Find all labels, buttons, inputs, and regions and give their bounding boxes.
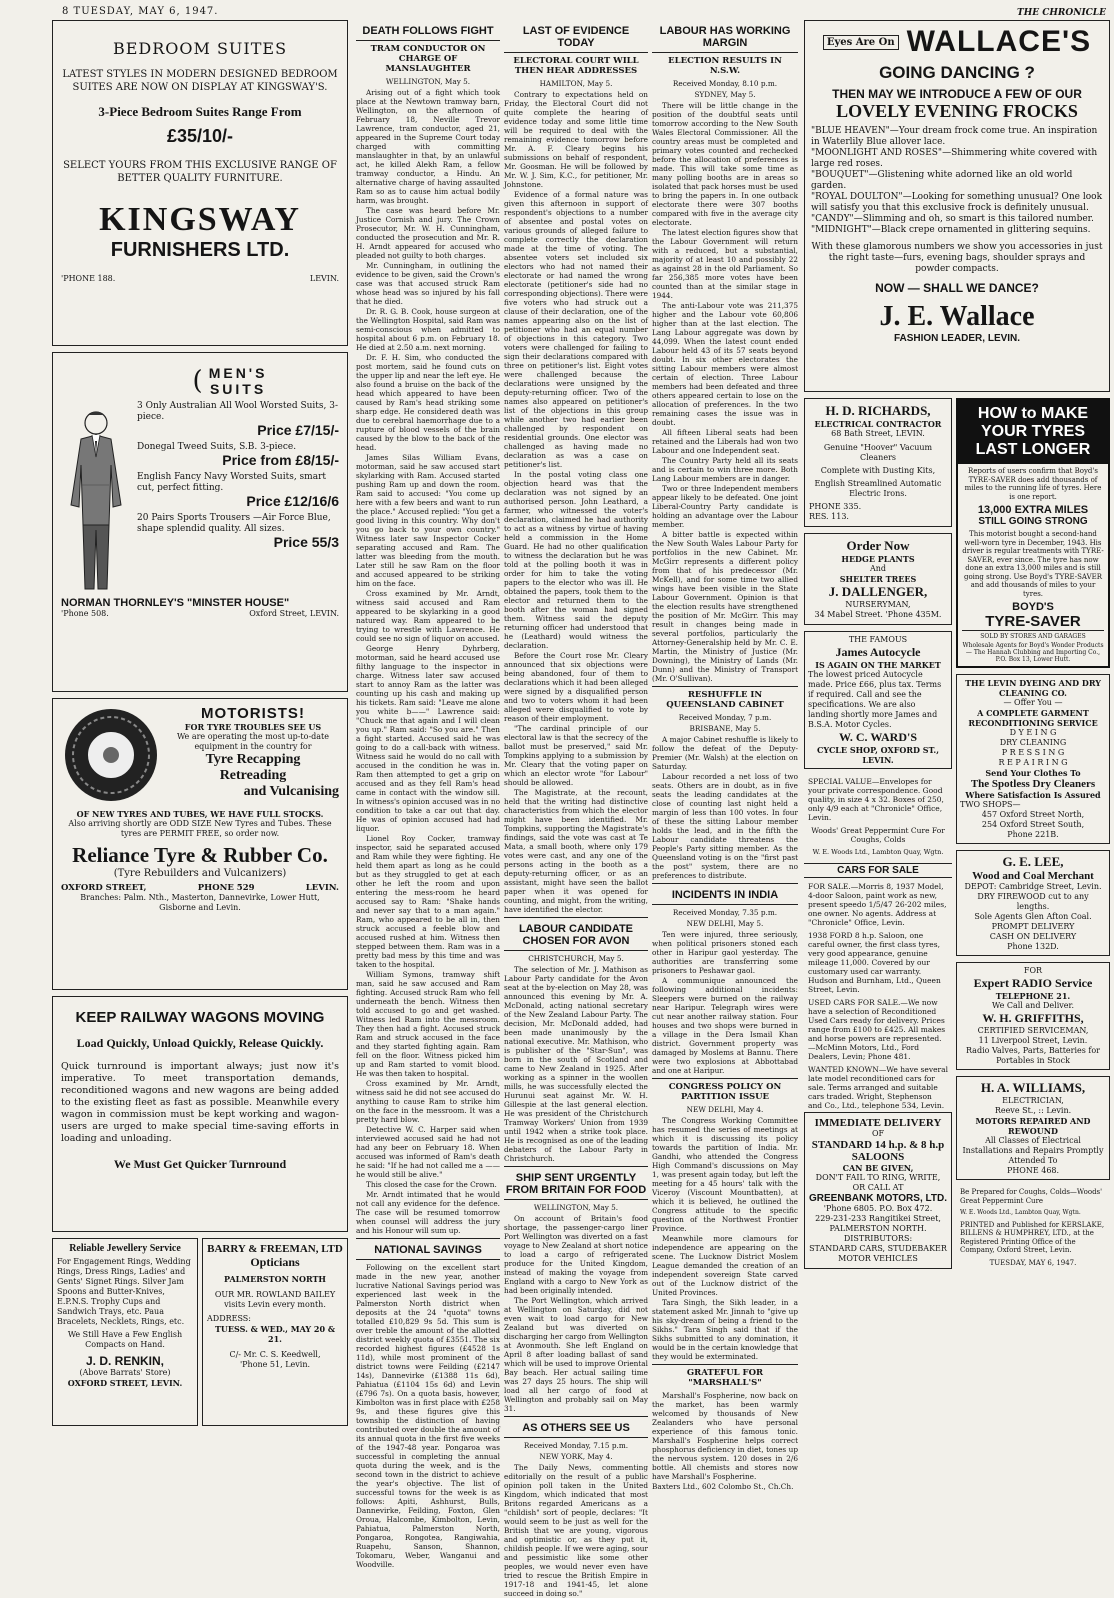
- suit-price-4: Price 55/3: [273, 534, 339, 550]
- williams-classes: All Classes of Electrical Installations and Repairs Promptly Attended To: [962, 1136, 1104, 1165]
- death-paragraph: Cross examined by Mr. Arndt, witness said accused and Ram appeared to be skylarking in a good natured way. Ram appeared to be trying to wrestle with Lawrence. He could see no sign of liquor on accused.: [356, 589, 500, 643]
- death-paragraph: Mr. Arndt intimated that he would not call any evidence for the defence. The case will be resumed tomorrow when counsel will address the jury and his Honour will sum up.: [356, 1190, 500, 1235]
- going-dancing: GOING DANCING ?: [879, 63, 1035, 82]
- queensland-title: RESHUFFLE IN QUEENSLAND CABINET: [666, 690, 784, 710]
- savings-title: NATIONAL SAVINGS: [374, 1244, 482, 1256]
- ad-griffiths-radio: [956, 962, 1110, 1070]
- dyeing-l4: R E P A I R I N G: [998, 758, 1068, 767]
- suit-item-4: 20 Pairs Sports Trousers —Air Force Blue, shape splendid quality. All sizes.: [137, 513, 331, 534]
- evidence-paragraph: "The cardinal principle of our electoral law is that the secrecy of the ballot must be preserved," said Mr. Tompkins applying to a submission by Mr. Cleary that the voting paper on which an elector wrote "for Labour" should be allowed.: [504, 724, 648, 787]
- minster-house-brand: NORMAN THORNLEY'S "MINSTER HOUSE": [61, 597, 290, 609]
- optician-body: OUR MR. ROWLAND BAILEY visits Levin every month.: [214, 1290, 336, 1309]
- cough-notice-2: Be Prepared for Coughs, Colds—Woods' Great Peppermint Cure: [960, 1188, 1103, 1205]
- richards-kits: Complete with Dusting Kits,: [820, 466, 936, 475]
- bedroom-range: 3-Piece Bedroom Suites Range From: [98, 104, 302, 119]
- shall-we-dance: NOW — SHALL WE DANCE?: [875, 281, 1039, 295]
- classified-ford: 1938 FORD 8 h.p. Saloon, one careful owner, the first class tyres, very good appearance, genuine mileage 11,000. Covered by our customary used car warranty. Hudson and Burnham, Ltd., Queen Street, Levin.: [808, 931, 941, 994]
- optician-care-of: C/- Mr. C. S. Keedwell,: [229, 1350, 321, 1359]
- ship-paragraph: On account of Britain's food shortage, the passenger-cargo liner Port Wellington was diverted on a fast voyage to New Zealand at short notice to load a cargo of refrigerated produce for the United Kingdom, instead of making the voyage from England with a cargo to New York as had been originally intended.: [504, 1214, 648, 1295]
- griffiths-parts: Radio Valves, Parts, Batteries for Portables in Stock: [965, 1046, 1101, 1065]
- tyresaver-brand: BOYD'S: [1012, 601, 1054, 613]
- labour-dateline: SYDNEY, May 5.: [694, 90, 756, 99]
- optician-title: BARRY & FREEMAN, LTD: [207, 1243, 343, 1255]
- railway-tail: We Must Get Quicker Turnround: [113, 1157, 287, 1171]
- wallace-tag: FASHION LEADER, LEVIN.: [893, 333, 1021, 344]
- greenbank-dist: DISTRIBUTORS:: [843, 1234, 913, 1243]
- labour-sub: ELECTION RESULTS IN N.S.W.: [668, 56, 782, 76]
- suit-item-2: Donegal Tweed Suits, S.B. 3-piece.: [137, 442, 297, 452]
- man-in-suit-illustration: [61, 405, 131, 595]
- ship-paragraph: The Port Wellington, which arrived at Wellington on Saturday, did not even wait to load cargo for New Zealand but was diverted on discharging her cargo from Wellington at Avonmouth. She left England on April 8 after loading ballast of sand which will be used to improve Oriental Bay beach. Her actual sailing time was 27 days 25 hours. The ship will load all her cargo of food at Wellington and probably sail on May 31.: [504, 1296, 648, 1413]
- greenbank-dist2: STANDARD CARS, STUDEBAKER MOTOR VEHICLES: [809, 1244, 947, 1263]
- wallace-accessories: With these glamorous numbers we show you accessories in just the right taste—furs, evening bags, shoulder sprays and powder compacts.: [811, 242, 1103, 274]
- classified-wanted: WANTED KNOWN—We have several late model reconditioned cars for sale. Terms arranged and suitable cars traded. Wright, Stephenson and Co., Ltd., telephone 534, Levin.: [808, 1065, 948, 1110]
- suits-title: MEN'S: [208, 365, 268, 381]
- page-header-date: 8 TUESDAY, MAY 6, 1947.: [62, 6, 219, 17]
- tyre-troubles: FOR TYRE TROUBLES SEE US: [184, 722, 322, 732]
- tyresaver-intro: Reports of users confirm that Boyd's TYRE-SAVER does add thousands of miles to the running life of tyres. Here is one report.: [964, 467, 1102, 501]
- others-dateline: NEW YORK, May 4.: [539, 1452, 613, 1461]
- kingsway-brand-sub: FURNISHERS LTD.: [110, 239, 290, 261]
- ad-hd-richards: [804, 398, 952, 527]
- dallenger-address: 34 Mabel Street. 'Phone 435M.: [814, 610, 942, 619]
- column-right-ads: [804, 20, 1110, 1430]
- ad-greenbank-motors: [804, 1112, 952, 1269]
- jewel-body: For Engagement Rings, Wedding Rings, Dress Rings, Ladies' and Gents' Signet Rings. Silver Jam Spoons and Butter-Knives, E.P.N.S. Trophy Cups and Sandwich Trays, etc. Paua Bracelets, Necklets, Rings, etc.: [57, 1257, 191, 1326]
- ward-name: W. C. WARD'S: [838, 730, 918, 744]
- dyeing-service: A COMPLETE GARMENT RECONDITIONING SERVICE: [968, 708, 1098, 728]
- griffiths-name: W. H. GRIFFITHS,: [982, 1011, 1084, 1025]
- greenbank-address: 229-231-233 Rangitikei Street, PALMERSTON NORTH.: [815, 1214, 941, 1233]
- lee-dry: DRY FIREWOOD cut to any lengths.: [977, 892, 1089, 911]
- tyre-retreading: Retreading: [219, 768, 287, 783]
- frock-candy: "CANDY"—Slimming and oh, so smart is this tailored number.: [811, 214, 1094, 224]
- richards-name: H. D. RICHARDS,: [825, 403, 931, 418]
- labour-paragraph: The anti-Labour vote was 211,375 higher and the Labour vote 60,806 higher than at the last election. The Lang Labour aggregate was down by 44,099. When the latest count ended Labour held 43 of its 57 seats beyond doubt. In six other electorates the sitting Labour members were almost certain of election. Three Labour members had been defeated and three others appeared certain to lose on the allocation of preferences. In the two remaining cases the issue was in doubt.: [652, 301, 798, 427]
- suit-price-1: Price £7/15/-: [257, 422, 339, 438]
- greenbank-of: OF: [871, 1129, 885, 1138]
- death-paragraph: William Symons, tramway shift man, said he saw accused and Ram fighting. Accused struck Ram who fell underneath the bench. Witness then told accused to go and get washed. Witness led Ram into the messroom. They then had a fight. Accused struck Ram and struck accused in the face and they started fighting again. Ram fell on the floor. Witness picked him up and Ram started to vomit blood. He was then taken to hospital.: [356, 970, 500, 1078]
- greenbank-standard: STANDARD 14 h.p. & 8 h.p SALOONS: [811, 1139, 945, 1163]
- dallenger-hedge: HEDGE PLANTS: [841, 554, 915, 564]
- labour-title: LABOUR HAS WORKING MARGIN: [659, 25, 791, 49]
- bracket-decoration: (: [192, 366, 203, 396]
- ship-title: SHIP SENT URGENTLY FROM BRITAIN FOR FOOD: [505, 1172, 647, 1196]
- dyeing-offer: — Offer You —: [1003, 698, 1063, 707]
- avon-title: LABOUR CANDIDATE CHOSEN FOR AVON: [518, 923, 634, 947]
- richards-phone: PHONE 335.: [809, 502, 862, 511]
- marshall-paragraph: Marshall's Fospherine, now back on the market, has been warmly welcomed by thousands of New Zealanders who have personal experience of this famous tonic. Marshall's Fospherine helps correct phosphorus deficiency in diet, tones up the nervous system. 120 doses in 2/6 bottle. All chemists and stores now have Marshall's Fospherine.: [652, 1391, 798, 1481]
- lee-cash: CASH ON DELIVERY: [989, 932, 1077, 941]
- lee-depot: DEPOT: Cambridge Street, Levin.: [964, 882, 1102, 891]
- renkin-address: OXFORD STREET, LEVIN.: [67, 1378, 183, 1388]
- optician-address-label: ADDRESS:: [207, 1314, 251, 1323]
- classified-morris: FOR SALE.—Morris 8, 1937 Model, 4-door Saloon, paint work as new, present speedo 1/5/47 26-202 miles, one owner. No agents. Address at "Chronicle" Office, Levin.: [808, 882, 947, 927]
- reliance-sub: (Tyre Rebuilders and Vulcanizers): [113, 868, 287, 879]
- queensland-paragraph: Labour recorded a net loss of two seats. Others are in doubt, as in five seats the leading candidates at the close of counting last night held a margin of less than 100 votes. In four of these the sitting Labour member holds the lead, and in the fifth the Labour candidate threatens the People's Party sitting member. As the Queensland voting is on the "first past the post" system, there are no preferences to distribute.: [652, 772, 798, 880]
- congress-title: CONGRESS POLICY ON PARTITION ISSUE: [668, 1082, 782, 1102]
- dyeing-l1: D Y E I N G: [1009, 728, 1057, 737]
- ad-levin-dyeing: [956, 674, 1110, 844]
- india-title: INCIDENTS IN INDIA: [671, 889, 779, 901]
- labour-paragraph: All fifteen Liberal seats had been retained and the Liberals had won two Labour and one Independent seat.: [652, 428, 798, 455]
- labour-paragraph: The Country Party held all its seats and is certain to win three more. Both Lang Labour members are in danger.: [652, 456, 798, 483]
- ward-address: CYCLE SHOP, OXFORD ST., LEVIN.: [817, 745, 939, 765]
- spotless-guarantee: Where Satisfaction Is Assured: [965, 790, 1101, 800]
- spotless-phone: Phone 221B.: [1007, 830, 1059, 839]
- dallenger-trade: NURSERYMAN,: [845, 600, 911, 609]
- death-paragraph: This closed the case for the Crown.: [366, 1180, 497, 1189]
- death-paragraph: Dr. F. H. Sim, who conducted the post mortem, said he found cuts on the upper lip and near the left eye. He also found a bruise on the back of the head which appeared to have been caused by Ram's head striking some sharp edge. He considered death was due to cerebral haemorrhage due to a rupture of blood vessels of the brain caused by the blow to the back of the head.: [356, 353, 500, 452]
- evidence-paragraph: In the postal voting class one objection heard was that the declaration was not signed by an authorised person. John Leathard, a farmer, who witnessed the voter's declaration, claimed he had authority to act as a witness by virtue of having held a commission in the Home Guard. He had no other qualification to witness the declaration but he was told at the polling booth it was in order for him to take the voting papers to the elector who was ill. He obtained the papers, took them to the elector and returned them to the booth after the woman had signed them. Witness said the deputy returning officer had understood that he (Leathard) would witness the declaration.: [504, 470, 648, 650]
- dallenger-and: And: [869, 564, 887, 573]
- bedroom-price: £35/10/-: [166, 126, 234, 146]
- masthead-chronicle: THE CHRONICLE: [1017, 8, 1106, 18]
- ship-dateline: WELLINGTON, May 5.: [533, 1203, 619, 1212]
- kingsway-town: LEVIN.: [309, 274, 339, 283]
- queensland-received: Received Monday, 7 p.m.: [678, 713, 772, 722]
- frock-moonlight: "MOONLIGHT AND ROSES"—Shimmering white covered with large red roses.: [811, 148, 1098, 169]
- evidence-paragraph: Before the Court rose Mr. Cleary announced that six objections were being abandoned, four of them to declarations which it had been alleged were signed by a disqualified person and two to voters whom it had been alleged were disqualified to vote by reason of their employment.: [504, 651, 648, 723]
- optician-phone: 'Phone 51, Levin.: [239, 1360, 311, 1369]
- dyeing-l3: P R E S S I N G: [1001, 748, 1065, 757]
- death-paragraph: George Henry Dyhrberg, motorman, said he heard accused use filthy language to the inspector in charge. Witness later saw accused start to annoy Ram as the latter was counting up his cash and making up his tickets. Ram said: "Leave me alone you white b——" Lawrence said: "Chuck me that again and I will clean you up." Ram said: "So you are." Then a fight started. Accused said he was going to do a call-back with witness. Witness said he would do no call with accused in the condition he was in. Ram then attempted to get a grip on accused and as they fell Ram's head came in contact with the window sill. In witness's opinion accused was in no condition to take a car out that day. He was of opinion accused had had liquor.: [356, 644, 500, 833]
- spotless-shop-1: 457 Oxford Street North,: [981, 810, 1085, 819]
- railway-sub: Load Quickly, Unload Quickly, Release Quickly.: [76, 1036, 324, 1050]
- kingsway-brand: KINGSWAY: [99, 201, 301, 238]
- tyre-illustration: [61, 705, 161, 805]
- death-paragraph: James Silas William Evans, motorman, said he saw accused start skylarking with Ram. Accused started pushing Ram up and down the room. Ram said to accused: "You come up here with a few beers and want to run the place." Accused replied: "You get a good living in this country. Why don't you go back to your own country." Witness later saw Inspector Cocker separating accused and Ram. The latter was bleeding from the mouth. Later still he saw Ram on the floor and accused appeared to be striking him on the face.: [356, 453, 500, 588]
- richards-res: RES. 113.: [809, 512, 849, 521]
- india-paragraph: Ten were injured, three seriously, when political prisoners stoned each other in Haripur gaol yesterday. The authorities are transferring some prisoners to Peshawar gaol.: [652, 930, 798, 975]
- spotless-shop-2: 254 Oxford Street South,: [981, 820, 1085, 829]
- bedroom-intro: LATEST STYLES IN MODERN DESIGNED BEDROOM SUITES ARE NOW ON DISPLAY AT KINGSWAY'S.: [62, 69, 338, 93]
- greenbank-given: CAN BE GIVEN,: [842, 1163, 914, 1173]
- renkin-sub: (Above Barrats' Store): [79, 1368, 171, 1377]
- lee-prompt: PROMPT DELIVERY: [991, 922, 1075, 931]
- tyre-recapping: Tyre Recapping: [205, 752, 301, 767]
- cough-cure-maker: W. E. Woods Ltd., Lambton Quay, Wgtn.: [812, 848, 944, 856]
- ad-railway-wagons: [52, 996, 348, 1232]
- queensland-dateline: BRISBANE, May 5.: [689, 724, 761, 733]
- labour-paragraph: A bitter battle is expected within the New South Wales Labour Party for portfolios in the new Cabinet. Mr. McGirr represents a different policy from that of his predecessor (Mr. McKell), and for some time two allied wings have been visible in the State Labour Government. Opinion is that the election results have strengthened the position of Mr. McGirr. This may result in changes being made in several portfolios, particularly the Attorney-Generalship held by Mr. C. E. Martin, the Ministry of Justice (Mr. Downing), the Ministry of Lands (Mr. Dunn) and the Ministry of Transport (Mr. O'Sullivan).: [652, 530, 798, 683]
- radio-telephone: TELEPHONE 21.: [995, 991, 1071, 1001]
- india-received: Received Monday, 7.35 p.m.: [672, 908, 778, 917]
- suit-price-3: Price £12/16/6: [246, 493, 339, 509]
- jewel-compacts: We Still Have a Few English Compacts on Hand.: [67, 1330, 183, 1349]
- tyresaver-h2: YOUR TYRES: [980, 423, 1085, 440]
- radio-call: We Call and Deliver.: [992, 1001, 1074, 1010]
- motorists-title: MOTORISTS!: [201, 705, 305, 722]
- tyresaver-brand2: TYRE-SAVER: [985, 613, 1081, 630]
- reliance-town: LEVIN.: [305, 883, 339, 893]
- lee-trade: Wood and Coal Merchant: [972, 870, 1094, 882]
- congress-paragraph: Tara Singh, the Sikh leader, in a statement asked Mr. Jinnah to "give up his sky-dream of being a friend to the Sikhs." Tara Singh said that if the Sikhs submitted to any domination, it would be in the certain knowledge that they would be exterminated.: [652, 1298, 798, 1361]
- congress-dateline: NEW DELHI, May 4.: [686, 1105, 764, 1114]
- evidence-title: LAST OF EVIDENCE TODAY: [522, 25, 630, 49]
- evidence-paragraph: Evidence of a formal nature was given this afternoon in support of respondent's objections to a number of absentee and postal votes on various grounds of alleged failure to complete correctly the declaration made at the time of voting. The absentee voters set included six electors who had not named their electorate or had named the wrong electorate (petitioner's side had no corresponding objections). There were five voters who had struck out a clause of their declaration, one of the names appearing also on the list of petitioner who had an equal number of objections in this category. Two voters were challenged for failing to sign their declarations compared with three on petitioner's list. Eight votes were challenged because the declarations were unsigned by the deputy-returning officer. Two of the names also appeared on petitioner's list of the objections in this group while another two had earlier been challenged by respondent on residential grounds. One elector was challenged as having made no declaration as was a case on petitioner's list.: [504, 190, 648, 469]
- lee-name: G. E. LEE,: [1002, 854, 1064, 869]
- wallace-brand: J. E. Wallace: [879, 301, 1035, 332]
- tyresaver-big: 13,000 EXTRA MILES: [977, 504, 1089, 516]
- tyre-stocks: OF NEW TYRES AND TUBES, WE HAVE FULL STOCKS.: [76, 809, 324, 819]
- others-received: Received Monday, 7.15 p.m.: [523, 1441, 629, 1450]
- others-title: AS OTHERS SEE US: [522, 1422, 630, 1434]
- radio-title: Expert RADIO Service: [973, 976, 1093, 990]
- dallenger-shelter: SHELTER TREES: [839, 574, 917, 584]
- railway-body: Quick turnround is important always; just now it's imperative. To meet transportation demands, reconditioned wagons and new wagons are being added to the existing fleet as fast as possible. Meanwhile every wagon in commission must be kept working and wagon-users are urged to make special time-saving efforts in loading and unloading.: [61, 1061, 339, 1144]
- minster-address: Oxford Street, LEVIN.: [249, 609, 339, 618]
- reliance-phone: PHONE 529: [197, 883, 255, 893]
- column-1-ads: [52, 20, 348, 1432]
- ad-ge-lee: [956, 850, 1110, 956]
- printers-imprint-date: TUESDAY, MAY 6, 1947.: [989, 1258, 1077, 1267]
- cough-cure-notice: Woods' Great Peppermint Cure For Coughs, Colds: [811, 826, 945, 844]
- tyre-vulcanising: and Vulcanising: [243, 784, 339, 799]
- death-dateline: WELLINGTON, May 5.: [385, 77, 471, 86]
- spotless-brand: The Spotless Dry Cleaners: [970, 778, 1096, 790]
- death-sub: TRAM CONDUCTOR ON CHARGE OF MANSLAUGHTER: [370, 44, 486, 74]
- lee-sole: Sole Agents Glen Afton Coal.: [974, 912, 1092, 921]
- bedroom-select: SELECT YOURS FROM THIS EXCLUSIVE RANGE OF BETTER QUALITY FURNITURE.: [63, 160, 337, 184]
- ward-sub: IS AGAIN ON THE MARKET: [815, 660, 941, 670]
- suits-title-2: SUITS: [209, 381, 267, 397]
- column-4-news: [652, 20, 798, 1491]
- evidence-paragraph: The Magistrate, at the recount, held that the writing had distinctive characteristics from which the elector might have been identified. Mr. Tompkins, supporting the Magistrate's findings, said the vote was cast at Te Mata, a small booth, where only 179 votes were cast, and any one of the persons acting in the booth as a deputy-returning officer, or as an assistant, might have seen the ballot paper when it was opened for counting, and might, from the writing, have identified the elector.: [504, 788, 648, 914]
- right-subcolumn-right: [956, 398, 1110, 1275]
- death-paragraph: Cross examined by Mr. Arndt, witness said he did not see accused do anything to cause Ram to strike him on the face in the messroom. It was a pretty hard blow.: [356, 1079, 500, 1124]
- ad-ha-williams: [956, 1076, 1110, 1180]
- queensland-paragraph: A major Cabinet reshuffle is likely to follow the defeat of the Deputy-Premier (Mr. Walsh) at the election on Saturday.: [652, 735, 798, 771]
- dyeing-send: Send Your Clothes To: [985, 768, 1081, 778]
- avon-dateline: CHRISTCHURCH, May 5.: [528, 954, 624, 963]
- dallenger-name: J. DALLENGER,: [828, 584, 928, 599]
- ad-dallenger: [804, 533, 952, 625]
- eyes-are-on: Eyes Are On: [823, 35, 899, 50]
- suit-price-2: Price from £8/15/-: [222, 452, 339, 468]
- bedroom-title: BEDROOM SUITES: [112, 39, 288, 58]
- labour-received: Received Monday, 8.10 p.m.: [672, 79, 778, 88]
- evidence-dateline: HAMILTON, May 5.: [539, 79, 613, 88]
- tyresaver-body: This motorist bought a second-hand well-worn tyre in December, 1943. His driver is regular treatments with TYRE-SAVER, ever since. The tyre has now done an extra 13,000 miles and is still going strong. Use Boyd's TYRE-SAVER and add thousands of miles to your tyres.: [962, 530, 1104, 598]
- reliance-brand: Reliance Tyre & Rubber Co.: [72, 843, 328, 867]
- spotless-shops: TWO SHOPS—: [960, 800, 1021, 809]
- reliance-address: OXFORD STREET,: [61, 883, 147, 893]
- envelopes-notice: SPECIAL VALUE—Envelopes for your private correspondence. Good quality, in size 4 x 32. Boxes of 250, only 4/9 each at "Chronicle" Office, Levin.: [808, 777, 944, 822]
- ad-reliance-tyre: [52, 698, 348, 990]
- tyresaver-big2: STILL GOING STRONG: [978, 516, 1088, 527]
- tyresaver-sold: SOLD BY STORES AND GARAGES: [962, 630, 1104, 642]
- greenbank-immediate: IMMEDIATE DELIVERY: [814, 1117, 942, 1129]
- ad-bedroom-suites: [52, 20, 348, 346]
- suit-item-1: 3 Only Australian All Wool Worsted Suits, 3-piece.: [137, 401, 339, 422]
- railway-title: KEEP RAILWAY WAGONS MOVING: [75, 1009, 325, 1026]
- richards-trade: ELECTRICAL CONTRACTOR: [814, 419, 942, 429]
- jewel-title: Reliable Jewellery Service: [69, 1243, 181, 1254]
- wallace-then: THEN MAY WE INTRODUCE A FEW OF OUR: [832, 87, 1082, 101]
- richards-irons: English Streamlined Automatic Electric Irons.: [814, 479, 942, 498]
- column-3-news: [504, 20, 648, 1598]
- india-paragraph: A communique announced the following additional incidents: Sleepers were burned on the railway near Haripur. Telegraph wires were cut near another railway station. Four houses and two shops were burned in a village in the Dera Ismail Khan district. Government property was damaged by Moslems at Bannu. There were two explosions at Abbottabad and one at Haripur.: [652, 976, 798, 1075]
- ad-wc-ward: [804, 631, 952, 769]
- williams-phone: PHONE 468.: [1006, 1166, 1060, 1175]
- minster-phone: 'Phone 508.: [61, 609, 109, 618]
- lovely-evening-frocks: LOVELY EVENING FROCKS: [836, 101, 1078, 121]
- death-paragraph: Detective W. C. Harper said when interviewed accused said he had not had any beer on February 18. When accused was informed of Ram's death he said: "If he had not called me a —— he would still be alive.": [356, 1125, 500, 1179]
- richards-hoover: Genuine "Hoover" Vacuum Cleaners: [823, 443, 933, 462]
- frock-royal-doulton: "ROYAL DOULTON"—Looking for something unusual? One look will satisfy you that this exclusive frock is definitely unusual.: [811, 192, 1103, 213]
- congress-paragraph: Meanwhile more clamours for independence are appearing on the scene. The Lucknow District Moslem League demanded the creation of an independent sovereign State carved out of the Lucknow district of the United Provinces.: [652, 1234, 798, 1297]
- richards-address: 68 Bath Street, LEVIN.: [831, 429, 925, 438]
- griffiths-address: 11 Liverpool Street, Levin.: [978, 1036, 1088, 1045]
- classified-used-cars: USED CARS FOR SALE.—We now have a selection of Reconditioned Used Cars ready for delivery. Prices range from £100 to £425. All makes and horse powers are represented.—McMinn Motors, Ltd., Ford Dealers, Levin; Phone 481.: [808, 998, 946, 1061]
- ward-title: James Autocycle: [835, 645, 921, 659]
- tyresaver-h3: LAST LONGER: [975, 441, 1091, 458]
- labour-paragraph: Two or three Independent members appear likely to be defeated. One joint Liberal-Country Party candidate is holding an advantage over the Labour member.: [652, 484, 798, 529]
- tyre-equipment: We are operating the most up-to-date equipment in the country for: [176, 732, 330, 751]
- death-paragraph: Lionel Roy Cocker, tramway inspector, said he separated accused and Ram while they were fighting. He held them apart as long as he could but as they struggled to get at each other he left the room and upon entering the mess-room he heard accused say to Ram: "Shake hands and never say that to a man again." Ram, who appeared to be all in, then struck accused a feeble blow and accused rushed at him. Witness then stepped between them. Ram was in a pretty bad mess by this time and was taken to the hospital.: [356, 834, 500, 969]
- tyre-arriving: Also arriving shortly are ODD SIZE New Tyres and Tubes. These tyres are PERMIT FREE, so order now.: [68, 819, 332, 838]
- savings-paragraph: Following on the excellent start made in the new year, another lucrative National Savings period was experienced last week in the Palmerston North district when deposits at the 24 "quota" towns totalled £10,829 9s 5d. This sum is over treble the amount of the allotted district weekly quota of £3551. The six recorded highest figures (£4528 1s 11d), while most prominent of the district towns were Feilding (£2147 14s), Dannevirke (£1388 11s 6d), Pahiatua (£1104 15s 6d) and Levin (£796 7s). On a quota basis, however, Kimbolton was in first place with £258 9s, and these figures give this township the distinction of having contributed over double the amount of its annual quota in the first five weeks of the 1947-48 year. Pongaroa was successful in completing the annual quota during the week, and is the second town in the district to achieve the year's objective. The list of successful towns for the week is as follows: Apiti, Ashhurst, Bulls, Dannevirke, Feilding, Foxton, Glen Oroua, Halcombe, Kimbolton, Levin, Pahiatua, Palmerston North, Pongaroa, Rongotea, Rangiwahia, Ruapehu, Sanson, Shannon, Tokomaru, Weber, Wanganui and Woodville.: [356, 1263, 500, 1569]
- renkin-brand: J. D. RENKIN,: [85, 1354, 164, 1368]
- ad-renkin-jewellery: [52, 1238, 198, 1426]
- india-dateline: NEW DELHI, May 5.: [686, 919, 764, 928]
- williams-trade: ELECTRICIAN,: [1002, 1096, 1064, 1105]
- suit-item-3: English Fancy Navy Worsted Suits, smart cut, perfect fitting.: [137, 472, 326, 493]
- labour-paragraph: The latest election figures show that the Labour Government will return with a reduced, but a substantial, majority of at least 10 and possibly 22 as against 28 in the old Parliament. So far 256,385 more votes have been counted than at the similar stage in 1944.: [652, 228, 798, 300]
- ad-mens-suits: [52, 352, 348, 692]
- ad-boyds-tyre-saver: [956, 398, 1110, 668]
- ward-body: The lowest priced Autocycle made. Price £66, plus tax. Terms if required. Call and see the specifications. We are also landing shortly more James and B.S.A. Motor Cycles.: [808, 670, 942, 729]
- congress-paragraph: The Congress Working Committee has resumed the series of meetings at which it is discussing its policy towards the partition of India. Mr. Gandhi, who attended the Congress High Command's discussions on May 1, was present again today, but left the meeting for a 45 hours' talk with the Viceroy (Viscount Mountbatten), at which it is believed, he outlined the Congress attitude to the specific question of the Northwest Frontier Province.: [652, 1116, 798, 1233]
- marshall-title: GRATEFUL FOR "MARSHALL'S": [686, 1368, 764, 1388]
- greenbank-phone: 'Phone 6805. P.O. Box 472.: [823, 1204, 933, 1213]
- williams-address: Reeve St., :: Levin.: [994, 1106, 1072, 1115]
- evidence-paragraph: Contrary to expectations held on Friday, the Electoral Court did not quite complete the hearing of evidence today and some little time will be required to deal with the remaining evidence tomorrow before Mr. A. F. Cleary begins his submissions on behalf of respondent, Mr. Goosman. He will be followed by Mr. W. J. Sim, K.C., for petitioner, Mr. Johnstone.: [504, 90, 648, 189]
- death-title: DEATH FOLLOWS FIGHT: [362, 25, 494, 37]
- evidence-sub: ELECTORAL COURT WILL THEN HEAR ADDRESSES: [513, 56, 639, 76]
- death-paragraph: Dr. R. G. B. Cook, house surgeon at the Wellington Hospital, said Ram was semi-conscious when admitted to hospital about 6 p.m. on February 18. He died at 2.50 a.m. next morning.: [356, 307, 500, 352]
- cars-for-sale-heading: CARS FOR SALE: [804, 863, 952, 878]
- optician-sub: Opticians: [250, 1255, 300, 1269]
- frock-midnight: "MIDNIGHT"—Black crepe ornamented in glittering sequins.: [811, 225, 1091, 235]
- others-paragraph: The Daily News, commenting editorially on the result of a public opinion poll taken in the United Kingdom, which indicated that most Britons regarded Americans as a "childish" sort of people, declares: "It would seem to be just as well for the British that we are young, vigorous and optimistic or, as they put it, childish people. If we were aging, sour and pessimistic like some other peoples, we would never even have tried to rescue the British Empire in 1917-18 and 1941-45, let alone succeed in doing so.": [504, 1463, 648, 1598]
- dyeing-title: THE LEVIN DYEING AND DRY CLEANING CO.: [965, 678, 1101, 698]
- williams-name: H. A. WILLIAMS,: [980, 1080, 1086, 1095]
- ward-famous: THE FAMOUS: [848, 635, 908, 644]
- right-subcolumn-left: [804, 398, 952, 1275]
- griffiths-cert: CERTIFIED SERVICEMAN,: [977, 1026, 1089, 1035]
- frock-blue-heaven: "BLUE HEAVEN"—Your dream frock come true. An inspiration in Waterlily Blue allover lace.: [811, 126, 1098, 147]
- dyeing-l2: DRY CLEANING: [999, 738, 1067, 747]
- printers-imprint: PRINTED and Published for KERSLAKE, BILLENS & HUMPHREY, LTD., at the Registered Printing Office of the Company, Oxford Street, Levin.: [960, 1220, 1105, 1254]
- kingsway-phone: 'PHONE 188.: [61, 274, 116, 283]
- greenbank-dont: DON'T FAIL TO RING, WRITE, OR CALL AT: [815, 1173, 941, 1192]
- death-paragraph: Arising out of a fight which took place at the Newtown tramway barn, Wellington, on the afternoon of February 18, Neville Trevor Lawrence, tram conductor, aged 21, appeared in the Supreme Court today charged with committing manslaughter in that, by an unlawful act, he killed Alekh Ram, a fellow tramway conductor, a Hindu. An alternative charge of having assaulted Ram so as to cause him actual bodily harm, was brought.: [356, 88, 500, 205]
- tyresaver-agents: Wholesale Agents for Boyd's Wonder Products — The Hannah Clubbing and Importing Co., P.O. Box 13, Lower Hutt.: [962, 642, 1104, 663]
- column-2-news: [356, 20, 500, 1569]
- frock-bouquet: "BOUQUET"—Glistening white adorned like an old world garden.: [811, 170, 1073, 191]
- death-paragraph: The case was heard before Mr. Justice Cornish and jury. The Crown Prosecutor, Mr. W. H. Cunningham, conducted the prosecution and Mr. R. H. Arndt appeared for accused who pleaded not guilty to both charges.: [356, 206, 500, 260]
- greenbank-brand: GREENBANK MOTORS, LTD.: [809, 1193, 947, 1204]
- optician-dates: TUESS. & WED., MAY 20 & 21.: [214, 1324, 336, 1344]
- ad-barry-freeman: [202, 1238, 348, 1426]
- williams-motors: MOTORS REPAIRED AND REWOUND: [975, 1116, 1091, 1136]
- tyresaver-h1: HOW to MAKE: [977, 405, 1089, 422]
- marshall-distributor: Baxters Ltd., 602 Colombo St., Ch.Ch.: [652, 1482, 794, 1491]
- labour-paragraph: There will be little change in the position of the doubtful seats until tomorrow according to the New South Wales Electoral Commissioner. All the country areas must be completed and primary votes counted and rechecked before the allocation of preferences is made. This will take some time as many polling booths are in areas so isolated that pack horses must be used to bring the papers in. In one outback electorate there were 307 booths compared with five in the average city electorate.: [652, 101, 798, 227]
- wallace-name: WALLACE'S: [906, 25, 1092, 58]
- reliance-branches: Branches: Palm. Nth., Masterton, Dannevirke, Lower Hutt, Gisborne and Levin.: [80, 893, 320, 912]
- radio-for: FOR: [1023, 966, 1043, 975]
- cough-notice-2-maker: W. E. Woods Ltd., Lambton Quay, Wgtn.: [960, 1209, 1081, 1216]
- dallenger-order: Order Now: [846, 538, 910, 553]
- avon-paragraph: The selection of Mr. J. Mathison as Labour Party candidate for the Avon seat at the by-election on May 28, was announced this evening by Mr. A. McDonald, acting national secretary of the New Zealand Labour Party. The decision, Mr. McDonald added, had been made unanimously by the national executive. Mr. Mathison, who is publisher of the "Star-Sun", was born in the south of Scotland and came to New Zealand in 1925. After working as a spinner in the woollen mills, he was successfully elected the Hurunui seat against Mr. W. H. Gillespie at the last general election. He was president of the Christchurch Tramway Workers' Union from 1939 until 1942 when a strike took place. He is recognised as one of the leading debaters of the Labour Party in Christchurch.: [504, 965, 648, 1163]
- optician-town: PALMERSTON NORTH: [224, 1274, 326, 1284]
- death-paragraph: Mr. Cunningham, in outlining the evidence to be given, said the Crown's case was that accused struck Ram whose head was so injured by his fall that he died.: [356, 261, 500, 306]
- lee-phone: Phone 132D.: [1007, 942, 1059, 951]
- ad-wallace-frocks: [804, 20, 1110, 392]
